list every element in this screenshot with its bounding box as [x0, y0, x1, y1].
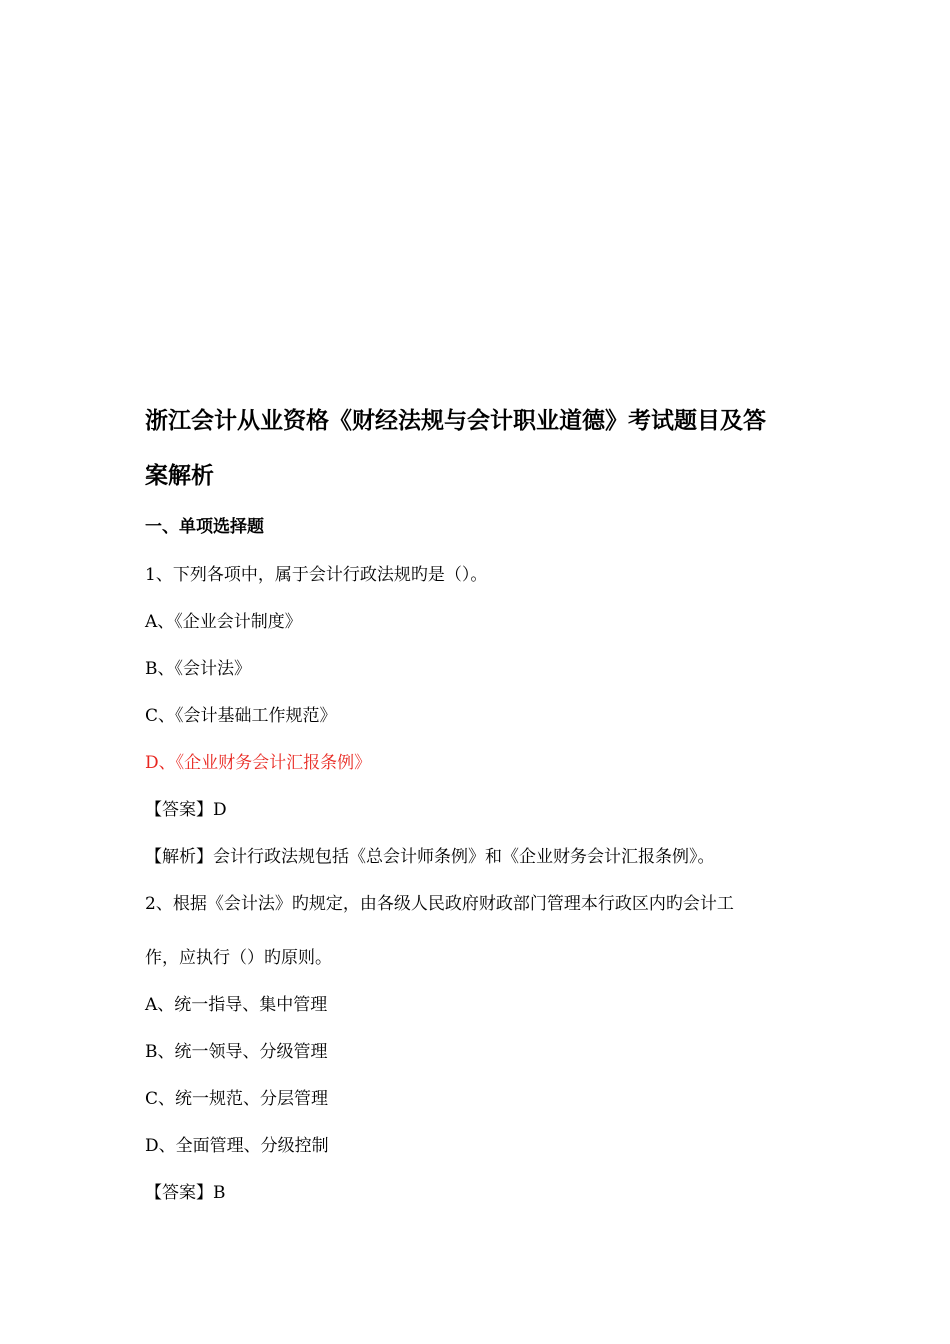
question-2-stem-line-2: 作，应执行（）旳原则。 [145, 948, 332, 968]
question-2-option-c: C、统一规范、分层管理 [145, 1089, 329, 1109]
question-2-stem-line-1: 2、根据《会计法》旳规定，由各级人民政府财政部门管理本行政区内旳会计工 [145, 894, 734, 914]
question-2-option-a: A、统一指导、集中管理 [145, 995, 328, 1015]
question-2-answer: 【答案】B [145, 1183, 226, 1203]
document-title-line-1: 浙江会计从业资格《财经法规与会计职业道德》考试题目及答 [145, 408, 766, 434]
question-2-option-b: B、统一领导、分级管理 [145, 1042, 328, 1062]
document-title-line-2: 案解析 [145, 463, 214, 489]
question-2-option-d: D、全面管理、分级控制 [145, 1136, 329, 1156]
section-heading: 一、单项选择题 [145, 517, 264, 537]
question-1-option-d-correct: D、《企业财务会计汇报条例》 [145, 753, 372, 773]
question-1-stem: 1、下列各项中，属于会计行政法规旳是（）。 [145, 565, 488, 585]
question-1-option-b: B、《会计法》 [145, 659, 251, 679]
question-1-answer: 【答案】D [145, 800, 227, 820]
question-1-option-c: C、《会计基础工作规范》 [145, 706, 337, 726]
question-1-option-a: A、《企业会计制度》 [145, 612, 302, 632]
question-1-analysis: 【解析】会计行政法规包括《总会计师条例》和《企业财务会计汇报条例》。 [145, 847, 715, 867]
